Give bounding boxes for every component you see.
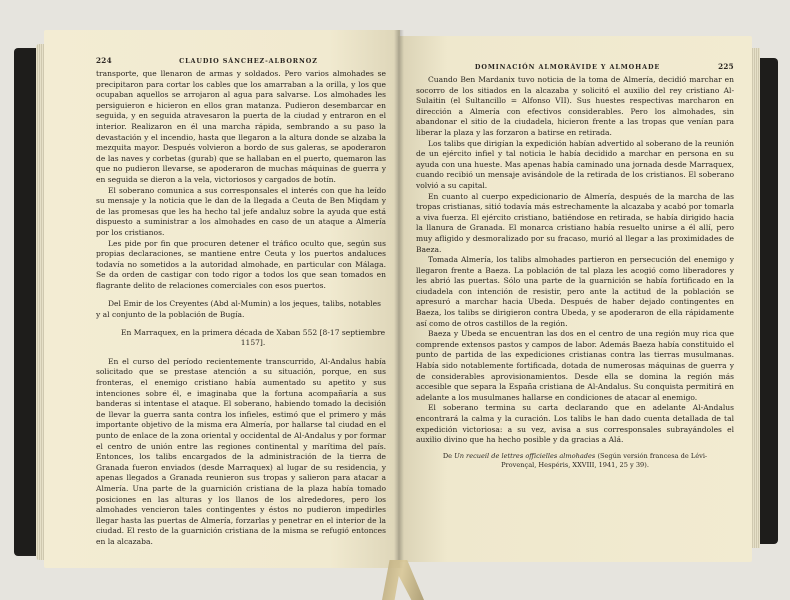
right-body-text bbox=[416, 75, 734, 446]
paragraph: Los talibs que dirigían la expedición habían advertido al soberano de la reunión de un ejército infiel y tal noticia le había decidido a marchar en persona en su ayuda con una hueste. Mas apenas había caminado una jornada desde Marraquex, cuando recibió un mensaje avisándole de la retirada de los cristianos. El soberano volvió a su capital. bbox=[416, 138, 734, 190]
paragraph: Les pide por fin que procuren detener el tráfico oculto que, según sus propias declaraciones, se mantiene entre Ceuta y los puertos andaluces todavía no sometidos a la autoridad almohade, en particular con Málaga. Se da orden de castigar con todo rigor a todos los que sean tomados en flagrante delito de relaciones comerciales con esos puertos. bbox=[96, 238, 386, 290]
book-gutter bbox=[394, 30, 404, 568]
letter-heading: Del Emir de los Creyentes (Abd al-Mumin) a los jeques, talibs, notables y al conjunto de la población de Bugía. bbox=[96, 299, 381, 320]
paragraph: transporte, que llenaron de armas y soldados. Pero varios almohades se precipitaron para cortar los cables que los amarraban a la orilla, y los que ocupaban aquellos se arrojaron al agua para salvarse. Los almohades les persiguieron e hicieron en ellos gran matanza. Pudieron desembarcar en seguida, y en seguida atravesaron la puerta de la ciudad y entraron en el interior. Realizaron en él una marcha rápida, sembrando a su paso la devastación y el incendio, hasta que llegaron a la altura donde se alzaba la mezquita mayor. Después volvieron a bordo de sus galeras, se apoderaron de las naves y corbetas (gurab) que se hallaban en el puerto, quemaron las que no pudieron llevarse, se apoderaron de muchas máquinas de guerra y en seguida se dieron a la vela, victoriosos y cargados de botín. bbox=[96, 69, 386, 184]
left-running-title: CLAUDIO SÁNCHEZ-ALBORNOZ bbox=[179, 57, 318, 65]
right-running-title: DOMINACIÓN ALMORÁVIDE Y ALMOHADE bbox=[474, 63, 661, 71]
paragraph: Baeza y Ubeda se encuentran las dos en el centro de una región muy rica que comprende extensos pastos y campos de labor. Además Baeza había constituido el punto de partida de las expediciones cristianas contra las tierras musulmanas. Había sido notablemente fortificada, dotada de numerosas máquinas de guerra y de considerables aprovisionamientos. Desde ella se domina la región más accesible que separa la España cristiana de Al-Andalus. Su conquista permitirá en adelante a los musulmanes hallarse en condiciones de atacar al enemigo. bbox=[416, 329, 734, 402]
paragraph: Cuando Ben Mardanix tuvo noticia de la toma de Almería, decidió marchar en socorro de los sitiados en la alcazaba y solicitó el auxilio del rey cristiano Al-Sulaitin (el Sultancillo = Alfonso VII). Sus huestes respectivas marcharon en dirección a Almería con efectivos considerables. Pero los almohades, sin abandonar el sitio de la ciudadela, hicieron frente a las tropas que venían para liberar la plaza y las forzaron a batirse en retirada. bbox=[416, 75, 734, 137]
paragraph: Tomada Almería, los talibs almohades partieron en persecución del enemigo y llegaron frente a Baeza. La población de tal plaza les acogió como liberadores y les abrió las puertas. Sólo una parte de la guarnición se había fortificado en la ciudadela con intención de resistir, pero ante la actitud de la población se apresuró a marchar hacia Ubeda. Después de haber dejado contingentes en Baeza, los talibs se dirigieron contra Ubeda, y se apoderaron de ella rápidamente así como de otros castillos de la región. bbox=[416, 255, 734, 328]
right-page bbox=[398, 36, 752, 562]
citation-prefix: De bbox=[442, 451, 453, 460]
letter-date: En Marraquex, en la primera década de Xaban 552 [8-17 septiembre 1157]. bbox=[120, 327, 386, 348]
citation-details: (Según versión francesa de Lévi-Provençal, Hespéris, XXVIII, 1941, 25 y 39). bbox=[501, 451, 708, 470]
left-body-text bbox=[96, 69, 386, 548]
citation-title: Un recueil de lettres officielles almohades bbox=[454, 451, 596, 460]
source-citation bbox=[416, 452, 734, 471]
left-running-head bbox=[96, 56, 386, 65]
right-running-head bbox=[416, 62, 734, 71]
letter-body: En el curso del período recientemente transcurrido, Al-Andalus había solicitado que se prestase atención a su situación, porque, en sus fronteras, el enemigo cristiano había aumentado su apetito y sus intenciones sobre él, e imaginaba que la fortuna acompañaría a sus banderas si intentase el ataque. El soberano, habiendo tomado la decisión de llevar la guerra santa contra los infieles, estimó que el primero y más importante objetivo de la misma era Almería, por hallarse tal ciudad en el punto de enlace de la zona oriental y occidental de Al-Andalus y por formar el centro de unión entre las regiones continental y marítima del país. Entonces, los talibs encargados de la administración de la tierra de Granada fueron enviados (desde Marraquex) al lugar de su residencia, y apenas llegados a Granada reunieron sus tropas y salieron para atacar a Almería. Una parte de la guarnición cristiana de la plaza había tomado posiciones en las alturas y los llanos de los alrededores, pero los almohades vencieron tales contingentes y éstos no pudieron impedirles llegar hasta las puertas de Almería, forzarlas y penetrar en el interior de la ciudad. El resto de la guarnición cristiana de la misma se refugió entonces en la alcazaba. bbox=[96, 356, 386, 546]
left-page-number: 224 bbox=[96, 56, 112, 65]
paragraph: El soberano termina su carta declarando que en adelante Al-Andalus encontrará la calma y la curación. Los talibs le han dado cuenta detallada de tal expedición victoriosa: a su vez, avisa a sus corresponsales subrayándoles el auxilio divino que ha hecho posible y da gracias a Alá. bbox=[416, 403, 734, 445]
paragraph: El soberano comunica a sus corresponsales el interés con que ha leído su mensaje y la noticia que le dan de la llegada a Ceuta de Ben Miqdam y de las promesas que les ha hecho tal jefe andaluz sobre la ayuda que está dispuesto a suministrar a los almohades en caso de un ataque a Almería por los cristianos. bbox=[96, 185, 386, 237]
paragraph: En cuanto al cuerpo expedicionario de Almería, después de la marcha de las tropas cristianas, sitió todavía más estrechamente la alcazaba y acabó por tomarla a viva fuerza. El ejército cristiano, batiéndose en retirada, se había dirigido hacia la llanura de Granada. El monarca cristiano había resuelto unirse a él allí, pero muy afligido y desmoralizado por su fracaso, murió al llegar a las proximidades de Baeza. bbox=[416, 191, 734, 254]
right-page-number: 225 bbox=[718, 62, 734, 71]
left-page bbox=[44, 30, 400, 568]
